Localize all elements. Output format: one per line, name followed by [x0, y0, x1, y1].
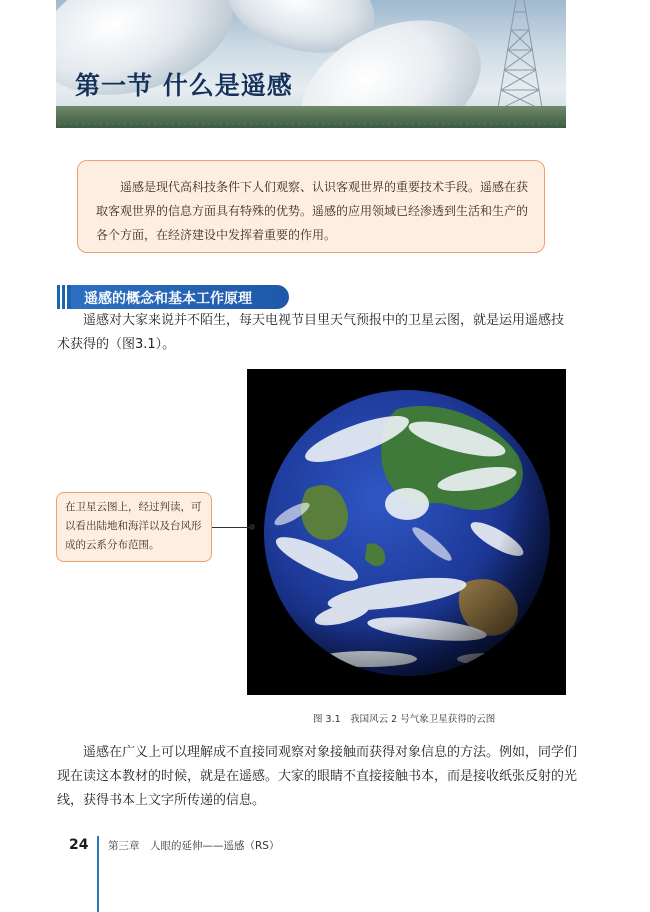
footer-chapter-title: 第三章 人眼的延伸——遥感（RS）	[108, 840, 280, 852]
intro-summary-box: 遥感是现代高科技条件下人们观察、认识客观世界的重要技术手段。遥感在获取客观世界的信息方面具有特殊的优势。遥感的应用领域已经渗透到生活和生产的各个方面，在经济建设中发挥着重要的作用。	[77, 160, 545, 253]
section-heading-label: 遥感的概念和基本工作原理	[84, 291, 252, 307]
earth-globe-icon	[247, 369, 566, 695]
dotted-divider	[56, 123, 566, 125]
page-title: 第一节 什么是遥感	[75, 71, 293, 100]
antenna-tower-icon	[476, 0, 564, 120]
footer-divider	[97, 836, 99, 912]
callout-leader-dot	[249, 524, 255, 530]
callout-leader-line	[212, 527, 252, 528]
figure-caption: 图 3.1 我国风云 2 号气象卫星获得的云图	[313, 714, 496, 725]
section-heading	[57, 285, 289, 309]
callout-note-box: 在卫星云图上，经过判读，可以看出陆地和海洋以及台风形成的云系分布范围。	[56, 492, 212, 562]
paragraph-1: 遥感对大家来说并不陌生，每天电视节目里天气预报中的卫星云图，就是运用遥感技术获得的（图3.1）。	[57, 313, 565, 352]
page-number: 24	[69, 837, 89, 853]
header-banner-image	[56, 0, 566, 128]
heading-bars-icon	[57, 285, 71, 309]
satellite-cloud-image	[247, 369, 566, 695]
paragraph-2: 遥感在广义上可以理解成不直接同观察对象接触而获得对象信息的方法。例如，同学们现在读这本教材的时候，就是在遥感。大家的眼睛不直接接触书本，而是接收纸张反射的光线，获得书本上文字所传递的信息。	[57, 745, 578, 808]
